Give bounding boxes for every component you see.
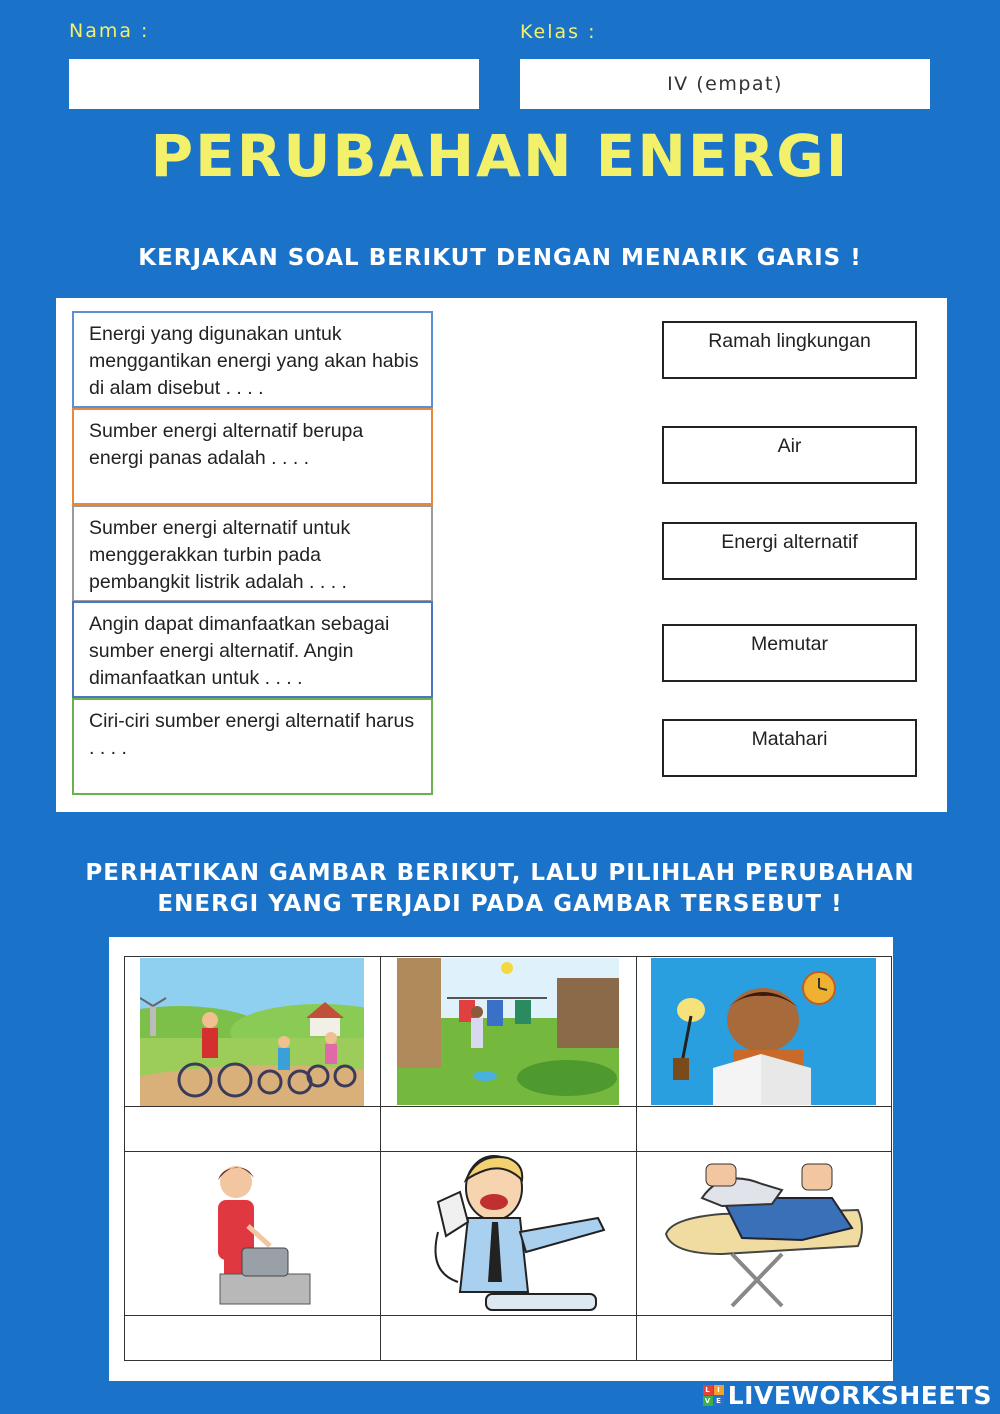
brand-text: LIVEWORKSHEETS bbox=[727, 1381, 992, 1410]
answer-ramah-lingkungan[interactable]: Ramah lingkungan bbox=[662, 321, 917, 379]
question-1: Energi yang digunakan untuk menggantikan energi yang akan habis di alam disebut . . . . bbox=[72, 311, 433, 408]
family-cycling-image bbox=[140, 958, 364, 1106]
answer-matahari[interactable]: Matahari bbox=[662, 719, 917, 777]
nama-field[interactable] bbox=[69, 59, 479, 109]
liveworksheets-brand bbox=[703, 1381, 992, 1410]
page-title: PERUBAHAN ENERGI bbox=[150, 122, 850, 190]
section2-instruction-line1: PERHATIKAN GAMBAR BERIKUT, LALU PILIHLAH PERUBAHAN bbox=[85, 860, 915, 886]
woman-cooking-stove-image bbox=[200, 1156, 312, 1308]
section1-instruction: KERJAKAN SOAL BERIKUT DENGAN MENARIK GARIS ! bbox=[138, 245, 862, 271]
question-4: Angin dapat dimanfaatkan sebagai sumber energi alternatif. Angin dimanfaatkan untuk . . . . bbox=[72, 601, 433, 698]
logo-letter: E bbox=[714, 1396, 724, 1406]
question-3: Sumber energi alternatif untuk menggerakkan turbin pada pembangkit listrik adalah . . . . bbox=[72, 505, 433, 602]
nama-label: Nama : bbox=[69, 20, 150, 42]
logo-letter: I bbox=[714, 1385, 724, 1395]
answer-cell-6[interactable] bbox=[637, 1316, 892, 1360]
question-5: Ciri-ciri sumber energi alternatif harus . . . . bbox=[72, 698, 433, 795]
man-on-telephone-image bbox=[408, 1152, 608, 1312]
answer-energi-alternatif[interactable]: Energi alternatif bbox=[662, 522, 917, 580]
logo-letter: L bbox=[703, 1385, 713, 1395]
liveworksheets-logo-icon bbox=[703, 1385, 724, 1406]
answer-cell-1[interactable] bbox=[125, 1107, 381, 1152]
ironing-clothes-image bbox=[662, 1158, 866, 1308]
question-2: Sumber energi alternatif berupa energi panas adalah . . . . bbox=[72, 408, 433, 505]
hanging-laundry-image bbox=[397, 958, 619, 1105]
section2-instruction-line2: ENERGI YANG TERJADI PADA GAMBAR TERSEBUT ! bbox=[157, 891, 843, 917]
boy-reading-lamp-image bbox=[651, 958, 876, 1105]
answer-cell-3[interactable] bbox=[637, 1107, 892, 1152]
answer-air[interactable]: Air bbox=[662, 426, 917, 484]
answer-cell-2[interactable] bbox=[381, 1107, 637, 1152]
logo-letter: V bbox=[703, 1396, 713, 1406]
kelas-field[interactable]: IV (empat) bbox=[520, 59, 930, 109]
answer-memutar[interactable]: Memutar bbox=[662, 624, 917, 682]
answer-cell-5[interactable] bbox=[381, 1316, 637, 1360]
kelas-label: Kelas : bbox=[520, 21, 597, 43]
answer-cell-4[interactable] bbox=[125, 1316, 381, 1360]
